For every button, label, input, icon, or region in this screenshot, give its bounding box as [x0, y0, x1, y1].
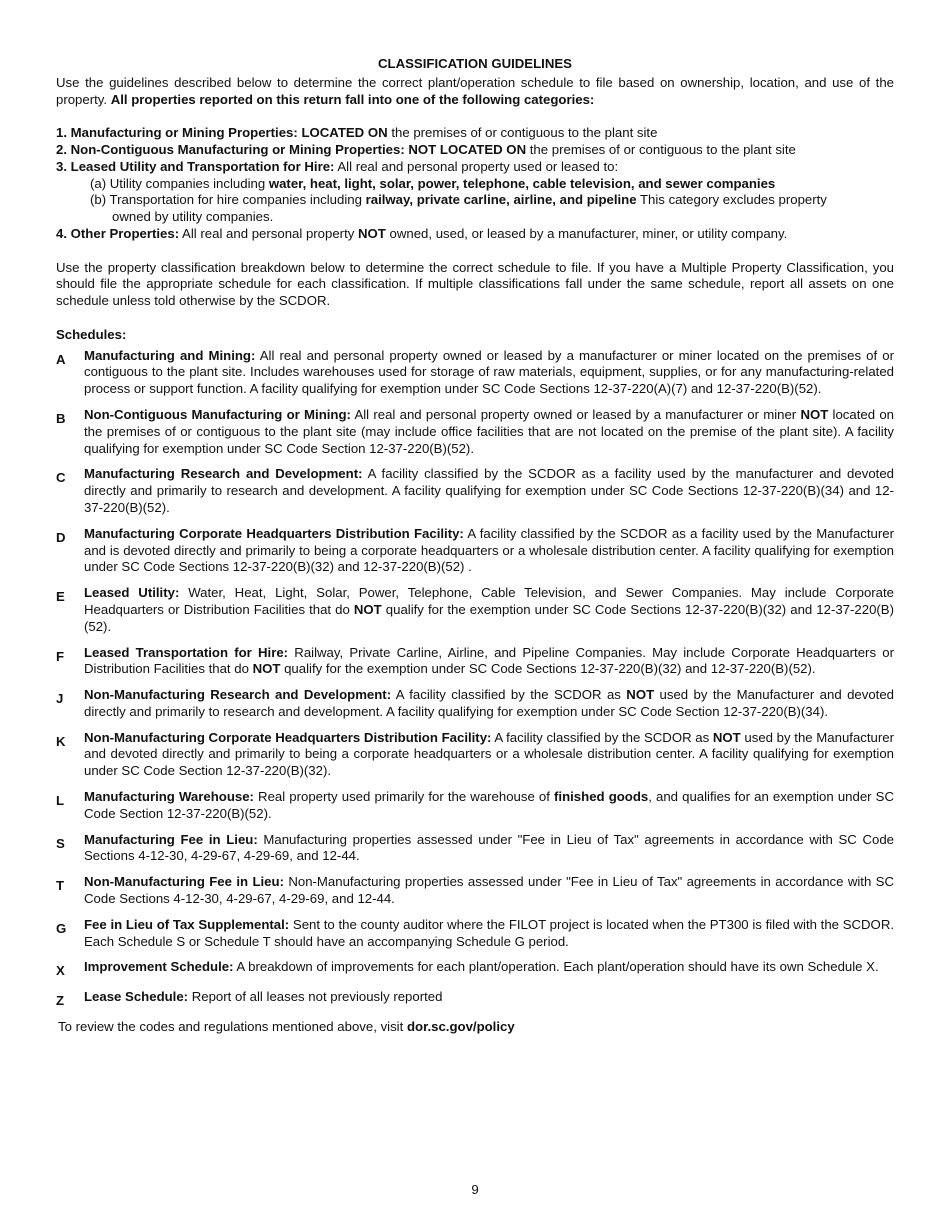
footer-note	[56, 1019, 894, 1036]
category-2-title: 2. Non-Contiguous Manufacturing or Mining Properties: NOT LOCATED ON	[56, 141, 527, 157]
schedule-description: Report of all leases not previously reported	[188, 989, 443, 1005]
schedule-f	[56, 645, 894, 679]
schedule-emphasis: NOT	[353, 601, 382, 617]
schedule-letter: K	[56, 733, 66, 749]
schedule-description: Railway, Private Carline, Airline, and Pipeline Companies. May include Corporate Headquarters or Distribution Facilities that do	[84, 644, 894, 677]
category-3	[56, 159, 894, 176]
schedule-description: Manufacturing properties assessed under "Fee in Lieu of Tax" agreements in accordance with SC Code Sections 4-12-30, 4-29-67, 4-29-69, and 12-44.	[84, 831, 895, 864]
page-number: 9	[471, 1182, 479, 1197]
schedule-letter: D	[56, 529, 66, 545]
schedule-title: Improvement Schedule:	[84, 959, 234, 975]
schedule-title: Manufacturing Warehouse:	[84, 789, 254, 805]
schedule-letter: A	[56, 351, 66, 367]
category-4-title: 4. Other Properties:	[56, 225, 180, 241]
category-4-text2: owned, used, or leased by a manufacturer, miner, or utility company.	[385, 225, 788, 241]
schedule-title: Leased Utility:	[84, 585, 180, 601]
category-3b-bold: railway, private carline, airline, and pipeline	[365, 192, 637, 208]
category-1-text: the premises of or contiguous to the plant site	[387, 125, 658, 141]
schedule-description: A facility classified by the SCDOR as	[391, 687, 627, 703]
schedule-letter: E	[56, 589, 65, 605]
document-page	[56, 56, 894, 1036]
schedule-description-cont: used by the Manufacturer and devoted directly and primarily to research and development. A facility qualifying for exemption under SC Code Section 12-37-220(B)(34).	[84, 687, 895, 719]
schedule-title: Manufacturing Research and Development:	[84, 466, 363, 482]
schedule-description: All real and personal property owned or leased by a manufacturer or miner located on the premises of or contiguous to the plant site. Includes warehouses used for storage of raw materials, equipment, supplies, or for any manufacturing-related process or support function. A facility qualifying for exemption under SC Code Sections 12-37-220(A)(7) and 12-37-220(B)(52).	[84, 347, 894, 397]
schedule-a	[56, 348, 894, 398]
schedule-letter: F	[56, 648, 65, 664]
category-1-title: 1. Manufacturing or Mining Properties: LOCATED ON	[56, 125, 388, 141]
schedule-letter: T	[56, 878, 65, 894]
schedule-emphasis: NOT	[626, 687, 655, 703]
page-title: CLASSIFICATION GUIDELINES	[378, 56, 572, 71]
schedule-description: Sent to the county auditor where the FILOT project is located when the PT300 is filed with the SCDOR. Each Schedule S or Schedule T should have an accompanying Schedule G period.	[84, 916, 895, 949]
schedule-description-cont: qualify for the exemption under SC Code Sections 12-37-220(B)(32) and 12-37-220(B)(52).	[84, 601, 894, 634]
schedule-t	[56, 874, 894, 908]
schedule-letter: S	[56, 835, 65, 851]
schedule-z	[56, 989, 894, 1010]
schedule-emphasis: finished goods	[554, 789, 649, 805]
category-3a-text: (a) Utility companies including	[90, 175, 269, 191]
schedule-description: A facility classified by the SCDOR as	[491, 729, 713, 745]
schedule-letter: L	[56, 793, 65, 809]
schedule-description: All real and personal property owned or leased by a manufacturer or miner	[350, 406, 801, 422]
category-3-title: 3. Leased Utility and Transportation for Hire:	[56, 158, 335, 174]
schedules-heading: Schedules:	[56, 326, 127, 342]
footer-text: To review the codes and regulations mentioned above, visit	[58, 1019, 407, 1035]
schedule-b	[56, 407, 894, 457]
category-4-bold: NOT	[358, 225, 386, 241]
category-3-text: All real and personal property used or leased to:	[334, 158, 619, 174]
category-3b	[56, 192, 894, 209]
schedule-letter: G	[56, 920, 67, 936]
schedule-title: Fee in Lieu of Tax Supplemental:	[84, 916, 290, 932]
schedule-title: Manufacturing Corporate Headquarters Distribution Facility:	[84, 525, 464, 541]
category-4-text: All real and personal property	[179, 225, 358, 241]
schedule-description: Non-Manufacturing properties assessed under "Fee in Lieu of Tax" agreements in accordance with SC Code Sections 4-12-30, 4-29-67, 4-29-69, and 12-44.	[84, 874, 894, 907]
schedule-s	[56, 832, 894, 866]
schedule-g	[56, 917, 894, 951]
intro-text: Use the guidelines described below to determine the correct plant/operation schedule to file based on ownership, location, and use of the property.	[56, 74, 894, 107]
category-2	[56, 142, 894, 159]
schedule-emphasis: NOT	[800, 406, 829, 422]
schedule-letter: Z	[56, 993, 65, 1009]
schedule-j	[56, 687, 894, 721]
schedule-title: Manufacturing and Mining:	[84, 347, 256, 363]
schedule-l	[56, 789, 894, 823]
schedule-description-cont: used by the Manufacturer and devoted directly and primarily to being a corporate headquarters or a wholesale distribution center. A facility qualifying for exemption under SC Code Section 12-37-220(B)(32).	[84, 729, 894, 779]
schedule-title: Leased Transportation for Hire:	[84, 644, 289, 660]
schedule-description-cont: , and qualifies for an exemption under SC Code Section 12-37-220(B)(52).	[84, 789, 894, 821]
schedule-description: A facility classified by the SCDOR as a facility used by the Manufacturer and is devoted directly and primarily to being a corporate headquarters or a wholesale distribution center. A facility qualifying for exemption under SC Code Sections 12-37-220(B)(32) and 12-37-220(B)(52) .	[84, 525, 894, 575]
category-1	[56, 125, 894, 142]
schedule-letter: J	[56, 691, 64, 707]
schedule-description: A facility classified by the SCDOR as a facility used by the manufacturer and devoted directly and primarily to research and development. A facility qualifying for exemption under SC Code Sections 12-37-220(B)(34) and 12-37-220(B)(52).	[84, 466, 894, 515]
intro-bold-text: All properties reported on this return fall into one of the following categories:	[110, 91, 595, 107]
breakdown-paragraph: Use the property classification breakdown below to determine the correct schedule to file. If you have a Multiple Property Classification, you should file the appropriate schedule for each classification. If multiple classifications fall under the same schedule, report all assets on one schedule unless told otherwise by the SCDOR.	[56, 259, 894, 309]
schedule-title: Lease Schedule:	[84, 989, 189, 1005]
category-3b-continuation: owned by utility companies.	[112, 209, 274, 225]
schedule-title: Non-Manufacturing Research and Development:	[84, 687, 392, 703]
schedule-description: Water, Heat, Light, Solar, Power, Telephone, Cable Television, and Sewer Companies. May include Corporate Headquarters or Distribution Facilities that do	[84, 585, 894, 617]
category-4	[56, 226, 894, 243]
schedule-title: Non-Manufacturing Fee in Lieu:	[84, 874, 284, 890]
schedule-emphasis: NOT	[712, 729, 741, 745]
category-3b-text: (b) Transportation for hire companies including	[90, 192, 366, 208]
schedule-e	[56, 585, 894, 635]
category-3a-bold: water, heat, light, solar, power, telephone, cable television, and sewer companies	[268, 175, 776, 191]
schedule-title: Non-Contiguous Manufacturing or Mining:	[84, 406, 351, 422]
schedule-title: Non-Manufacturing Corporate Headquarters Distribution Facility:	[84, 729, 492, 745]
category-3b-text2: This category excludes property	[636, 192, 827, 208]
schedule-letter: C	[56, 470, 66, 486]
schedule-description: A breakdown of improvements for each plant/operation. Each plant/operation should have its own Schedule X.	[233, 959, 879, 975]
schedule-description-cont: located on the premises of or contiguous to the plant site (may include office facilities that are not located on the premise of the plant site). A facility qualifying for exemption under SC Code Section 12-37-220(B)(52).	[84, 406, 894, 456]
schedule-letter: B	[56, 410, 66, 426]
schedule-x	[56, 959, 894, 980]
schedule-k	[56, 730, 894, 780]
intro-paragraph	[56, 75, 894, 109]
schedule-c	[56, 466, 894, 516]
schedule-d	[56, 526, 894, 576]
schedule-letter: X	[56, 963, 65, 979]
policy-link[interactable]: dor.sc.gov/policy	[406, 1019, 515, 1035]
schedule-description-cont: qualify for the exemption under SC Code Sections 12-37-220(B)(32) and 12-37-220(B)(52).	[280, 661, 816, 677]
category-3a	[56, 176, 894, 193]
schedule-description: Real property used primarily for the warehouse of	[253, 789, 555, 805]
schedule-title: Manufacturing Fee in Lieu:	[84, 831, 258, 847]
schedule-emphasis: NOT	[252, 661, 281, 677]
category-2-text: the premises of or contiguous to the plant site	[526, 141, 796, 157]
